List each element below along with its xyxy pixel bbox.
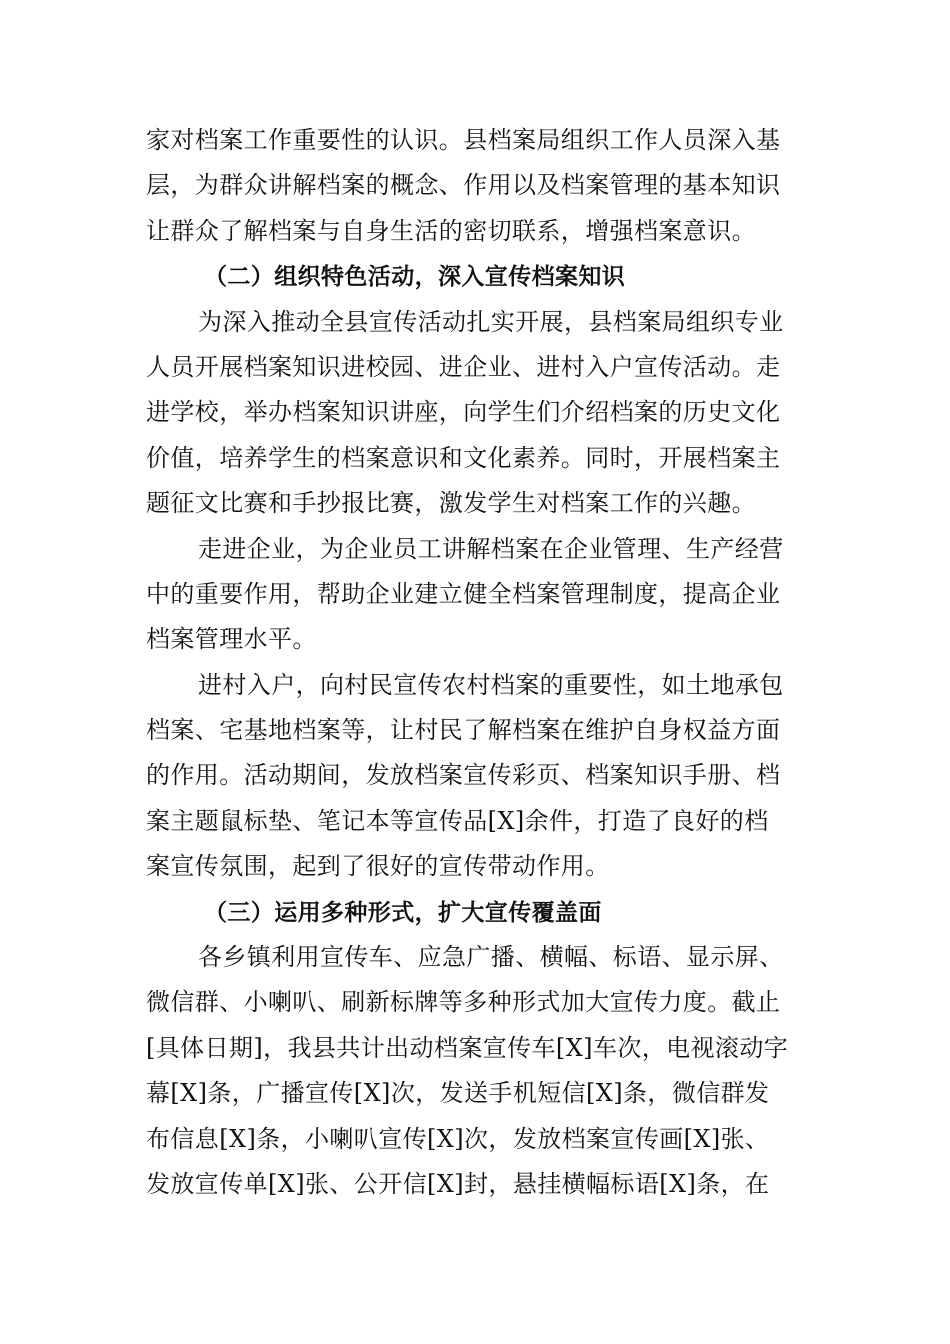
text-line: 案主题鼠标垫、笔记本等宣传品[X]余件，打造了良好的档 xyxy=(146,806,769,835)
paragraph-start: 走进企业，为企业员工讲解档案在企业管理、生产经营 xyxy=(198,534,784,563)
section-heading-3: （三）运用多种形式，扩大宣传覆盖面 xyxy=(204,898,602,926)
text-line: 中的重要作用，帮助企业建立健全档案管理制度，提高企业 xyxy=(146,579,781,608)
text-line: 进学校，举办档案知识讲座，向学生们介绍档案的历史文化 xyxy=(146,398,781,427)
paragraph-start: 各乡镇利用宣传车、应急广播、横幅、标语、显示屏、 xyxy=(198,943,784,972)
text-line: 价值，培养学生的档案意识和文化素养。同时，开展档案主 xyxy=(146,443,781,472)
text-line: 幕[X]条，广播宣传[X]次，发送手机短信[X]条，微信群发 xyxy=(146,1079,770,1108)
text-line: 案宣传氛围，起到了很好的宣传带动作用。 xyxy=(146,852,610,881)
text-line: 布信息[X]条，小喇叭宣传[X]次，发放档案宣传画[X]张、 xyxy=(146,1124,770,1153)
text-line: 档案管理水平。 xyxy=(146,625,317,654)
text-line: 的作用。活动期间，发放档案宣传彩页、档案知识手册、档 xyxy=(146,761,781,790)
paragraph-start: 进村入户，向村民宣传农村档案的重要性，如土地承包 xyxy=(198,670,784,699)
text-line: 微信群、小喇叭、刷新标牌等多种形式加大宣传力度。截止 xyxy=(146,988,781,1017)
text-line: [具体日期]，我县共计出动档案宣传车[X]车次，电视滚动字 xyxy=(146,1033,789,1062)
text-line: 档案、宅基地档案等，让村民了解档案在维护自身权益方面 xyxy=(146,716,781,745)
text-line: 层，为群众讲解档案的概念、作用以及档案管理的基本知识 xyxy=(146,171,781,200)
text-line: 人员开展档案知识进校园、进企业、进村入户宣传活动。走 xyxy=(146,352,781,381)
text-line: 让群众了解档案与自身生活的密切联系，增强档案意识。 xyxy=(146,216,756,245)
text-line: 题征文比赛和手抄报比赛，激发学生对档案工作的兴趣。 xyxy=(146,489,756,518)
paragraph-start: 为深入推动全县宣传活动扎实开展，县档案局组织专业 xyxy=(198,307,784,336)
section-heading-2: （二）组织特色活动，深入宣传档案知识 xyxy=(204,263,626,291)
text-line: 发放宣传单[X]张、公开信[X]封，悬挂横幅标语[X]条，在 xyxy=(146,1169,770,1198)
text-line: 家对档案工作重要性的认识。县档案局组织工作人员深入基 xyxy=(146,126,781,154)
document-body xyxy=(146,118,810,1207)
